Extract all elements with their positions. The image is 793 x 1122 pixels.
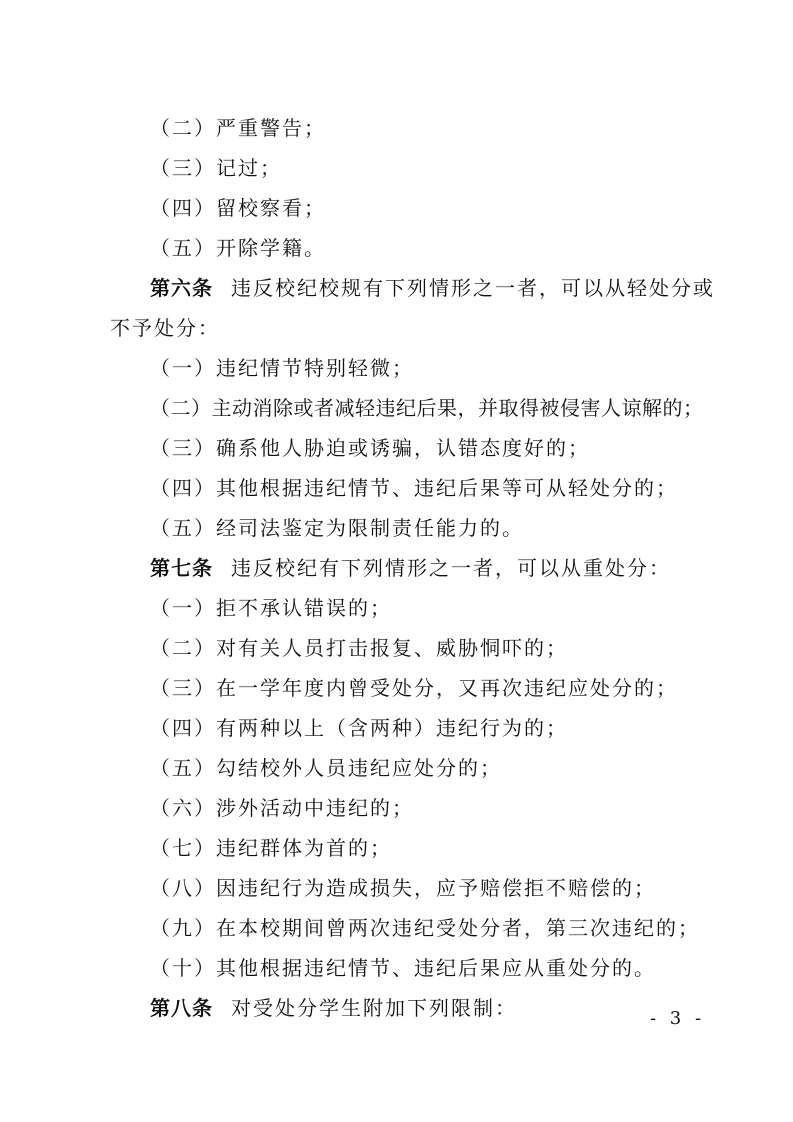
article-six-text: 违反校纪校规有下列情形之一者，可以从轻处分或 (231, 276, 715, 300)
list-item: （三）确系他人胁迫或诱骗，认错态度好的； (150, 436, 590, 460)
article-seven-text: 违反校纪有下列情形之一者，可以从重处分： (231, 556, 671, 580)
article-six-first-line (150, 268, 715, 308)
list-item: （一）拒不承认错误的； (150, 596, 392, 620)
list-item: （四）有两种以上（含两种）违纪行为的； (150, 716, 568, 740)
list-item: （五）勾结校外人员违纪应处分的； (150, 756, 502, 780)
list-item: （三）在一学年度内曾受处分，又再次违纪应处分的； (150, 676, 678, 700)
list-item: （五）经司法鉴定为限制责任能力的。 (150, 516, 524, 540)
list-item: （九）在本校期间曾两次违纪受处分者，第三次违纪的； (150, 916, 700, 940)
list-item: （六）涉外活动中违纪的； (150, 796, 414, 820)
list-item: （十）其他根据违纪情节、违纪后果应从重处分的。 (150, 956, 656, 980)
list-item: （八）因违纪行为造成损失，应予赔偿拒不赔偿的； (150, 876, 656, 900)
article-eight-text: 对受处分学生附加下列限制： (231, 996, 517, 1020)
list-item: （三）记过； (150, 156, 282, 180)
list-item: （二）主动消除或者减轻违纪后果，并取得被侵害人谅解的； (150, 396, 704, 420)
list-item: （二）严重警告； (150, 116, 326, 140)
list-item: （二）对有关人员打击报复、威胁恫吓的； (150, 636, 568, 660)
list-item: （七）违纪群体为首的； (150, 836, 392, 860)
article-eight-line (150, 988, 701, 1028)
article-seven-line (150, 548, 701, 588)
article-six-continuation: 不予处分： (110, 316, 220, 340)
article-eight-heading: 第八条 (150, 996, 213, 1020)
article-six-heading: 第六条 (150, 276, 213, 300)
list-item: （一）违纪情节特别轻微； (150, 356, 414, 380)
list-item: （四）留校察看； (150, 196, 326, 220)
article-seven-heading: 第七条 (150, 556, 213, 580)
list-item: （五）开除学籍。 (150, 236, 326, 260)
list-item: （四）其他根据违纪情节、违纪后果等可从轻处分的； (150, 476, 678, 500)
page-number: - 3 - (650, 1008, 706, 1029)
